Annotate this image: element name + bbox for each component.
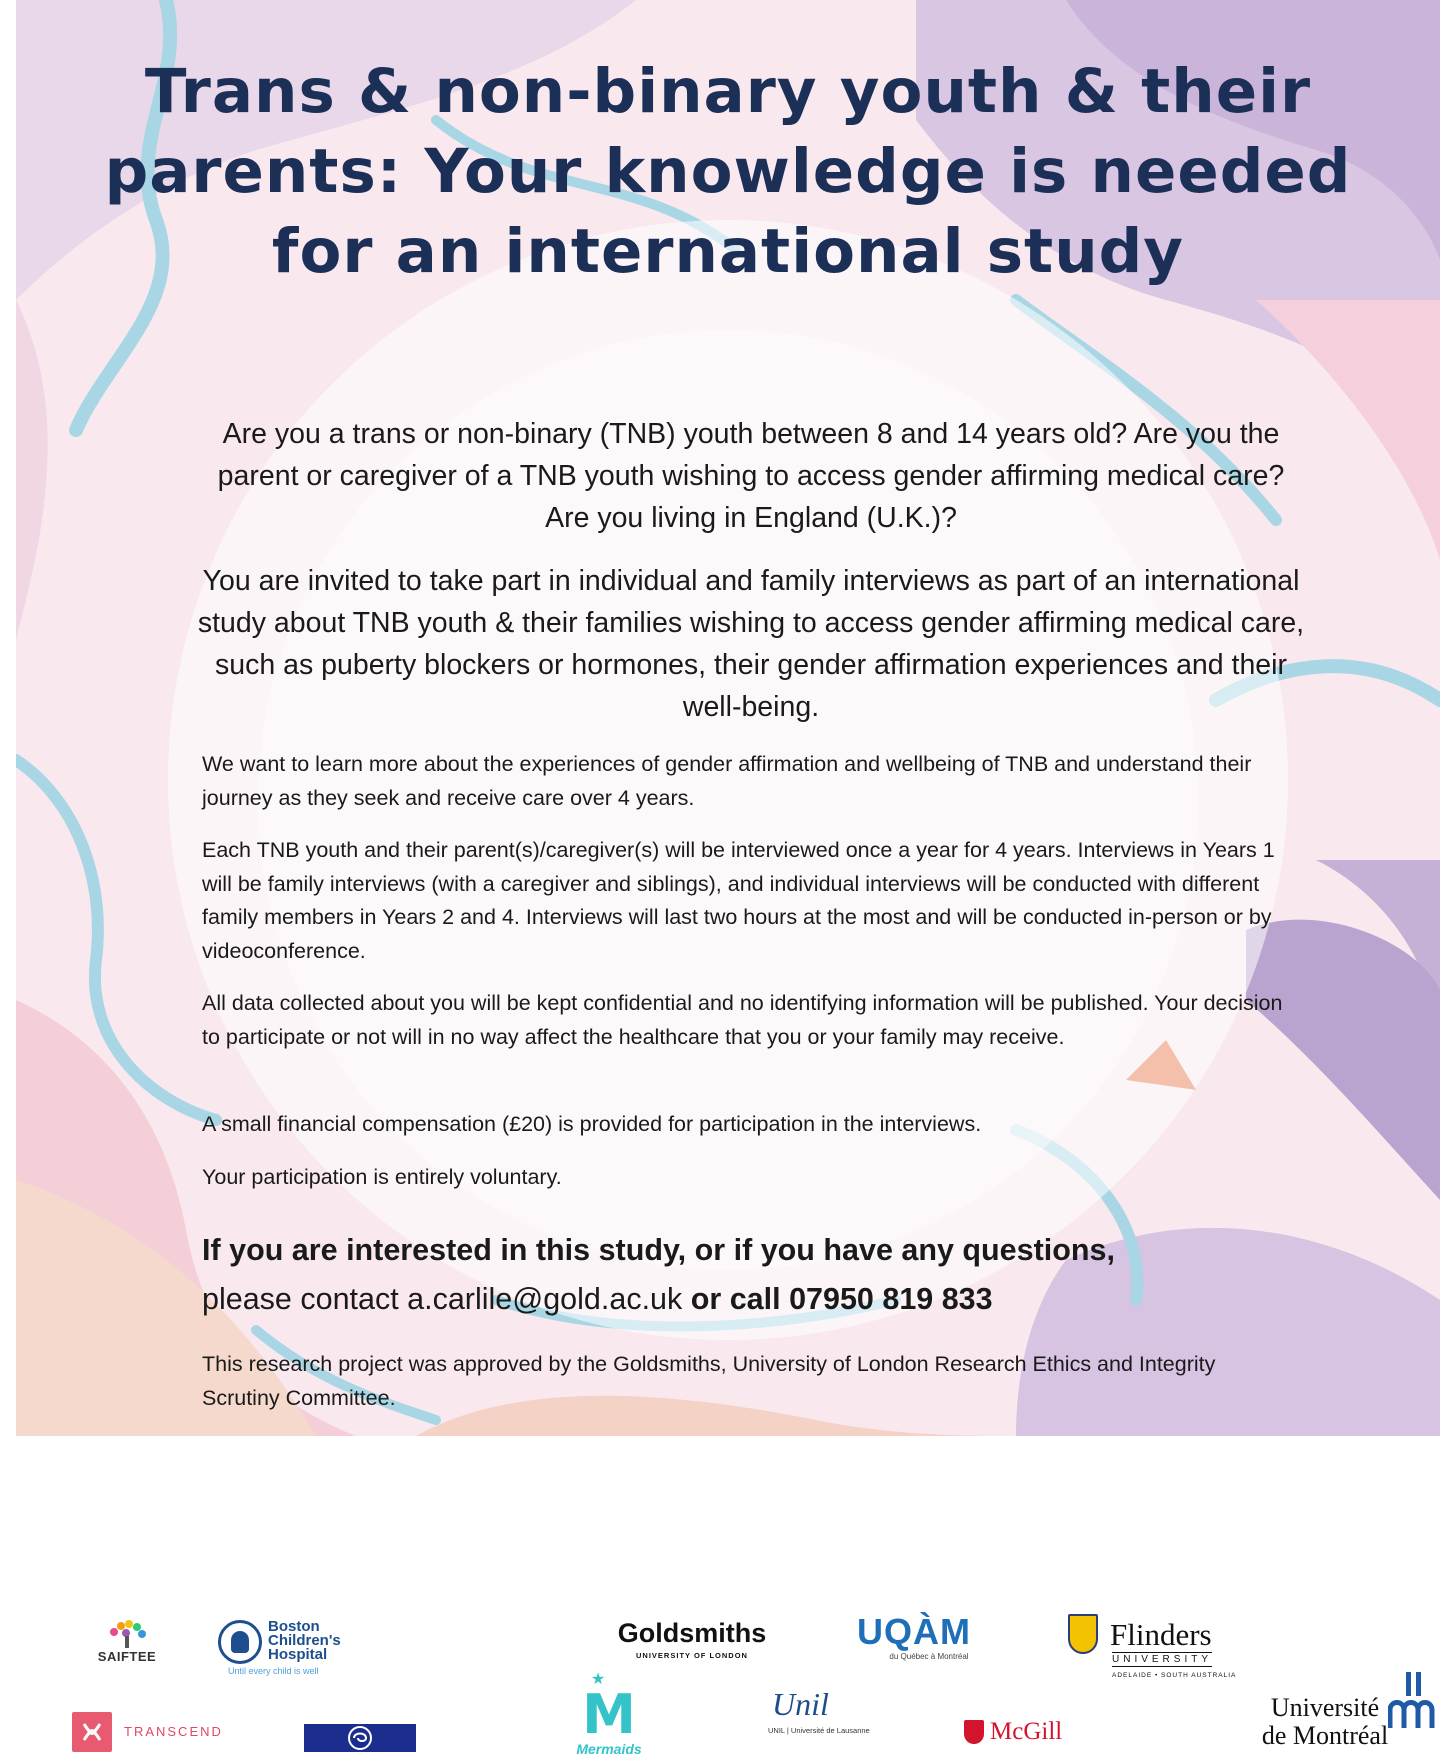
goldsmiths-subtitle: UNIVERSITY OF LONDON	[636, 1651, 748, 1660]
flinders-logo	[1068, 1610, 1237, 1680]
swirl-emblem-icon	[346, 1725, 374, 1751]
goldsmiths-logo	[612, 1618, 772, 1660]
boston-childrens-logo	[218, 1618, 368, 1676]
ethics-approval-note: This research project was approved by the Goldsmiths, University of London Research Ethics and Integrity Scrutiny Committee.	[202, 1352, 1216, 1410]
interview-schedule-paragraph: Each TNB youth and their parent(s)/caregiver(s) will be interviewed once a year for 4 years. Interviews in Years 1 will be family interviews (with a caregiver and siblings), and individual interviews will be conducted with different family members in Years 2 and 4. Interviews will last two hours at the most and will be conducted in-person or by videoconference.	[202, 838, 1275, 963]
poster	[16, 0, 1440, 1436]
mermaids-letter: M	[582, 1683, 636, 1746]
flinders-university-label: UNIVERSITY	[1112, 1654, 1213, 1665]
flinders-crest-icon	[1068, 1614, 1098, 1654]
uqam-subtitle: du Québec à Montréal	[889, 1652, 969, 1661]
udem-arches-icon	[1388, 1672, 1440, 1728]
universite-de-montreal-logo	[1248, 1672, 1448, 1752]
udem-wordmark	[1250, 1694, 1400, 1750]
mermaids-logo	[564, 1671, 654, 1757]
uqam-logo	[852, 1612, 976, 1661]
confidentiality-paragraph: All data collected about you will be kept confidential and no identifying information will be published. Your decision to participate or not will in no way affect the healthcare that you or your family may receive.	[202, 991, 1283, 1049]
boston-childrens-emblem-icon	[218, 1620, 262, 1664]
mcgill-logo	[962, 1716, 1082, 1752]
unil-script-mark: Unil	[772, 1686, 829, 1722]
transcend-logo	[72, 1712, 222, 1752]
compensation-paragraph: A small financial compensation (£20) is provided for participation in the interviews.	[202, 1112, 982, 1136]
flinders-location: ADELAIDE • SOUTH AUSTRALIA	[1112, 1672, 1237, 1679]
star-icon: ★	[590, 1671, 606, 1688]
udem-line-1: Université	[1270, 1693, 1380, 1722]
contact-phone[interactable]: or call 07950 819 833	[690, 1282, 993, 1316]
flinders-name: Flinders	[1110, 1617, 1212, 1652]
transcend-wordmark: TRANSCEND	[124, 1724, 223, 1739]
unil-subtitle: UNIL | Université de Lausanne	[768, 1726, 870, 1735]
mermaids-wordmark: Mermaids	[576, 1741, 642, 1757]
transcend-symbol-icon	[72, 1712, 112, 1752]
boston-childrens-tagline: Until every child is well	[228, 1666, 319, 1676]
mcgill-wordmark: McGill	[990, 1718, 1063, 1745]
contact-block	[202, 1226, 1302, 1324]
saiftee-tree-icon	[104, 1618, 150, 1648]
partner-banner-logo	[304, 1724, 416, 1752]
contact-email[interactable]: please contact a.carlile@gold.ac.uk	[202, 1282, 683, 1316]
boston-childrens-name: Boston Children's Hospital	[268, 1618, 341, 1663]
uqam-name: UQÀM	[857, 1611, 971, 1652]
saiftee-wordmark: SAIFTEE	[97, 1649, 157, 1664]
goldsmiths-name: Goldsmiths	[617, 1618, 767, 1648]
unil-logo	[768, 1686, 898, 1736]
saiftee-logo	[92, 1618, 162, 1666]
contact-heading: If you are interested in this study, or if you have any questions,	[202, 1233, 1115, 1267]
poster-title: Trans & non-binary youth & their parents: Your knowledge is needed for an international study	[104, 56, 1352, 287]
mcgill-shield-icon	[964, 1720, 984, 1744]
eligibility-questions: Are you a trans or non-binary (TNB) youth between 8 and 14 years old? Are you the parent or caregiver of a TNB youth wishing to access gender affirming medical care? Are you living in England (U.K.)?	[217, 418, 1285, 534]
invitation-text: You are invited to take part in individual and family interviews as part of an international study about TNB youth & their families wishing to access gender affirming medical care, such as puberty blockers or hormones, their gender affirmation experiences and their well-being.	[197, 565, 1305, 723]
study-purpose-paragraph: We want to learn more about the experiences of gender affirmation and wellbeing of TNB and understand their journey as they seek and receive care over 4 years.	[202, 752, 1252, 810]
udem-line-2: de Montréal	[1261, 1721, 1389, 1750]
voluntary-paragraph: Your participation is entirely voluntary.	[202, 1165, 562, 1189]
